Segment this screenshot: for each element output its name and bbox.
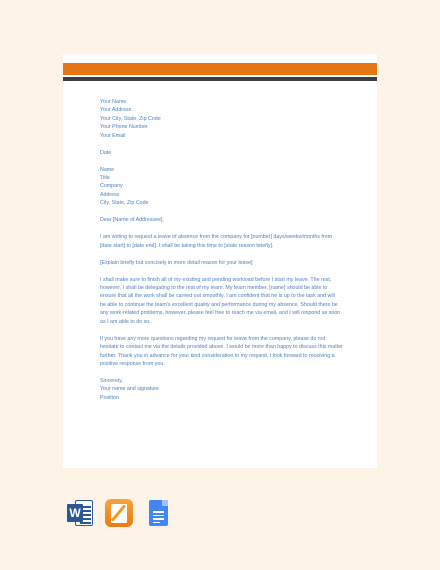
paragraph-line: I shall make sure to finish all of my existing and pending workload before I start my leave. The rest,: [100, 276, 332, 283]
paragraph-line: ensure that all the work shall be carried out smoothly. I am confident that he is up to the task and will: [100, 293, 335, 300]
closing-position: Position: [100, 394, 119, 401]
recipient-block: [100, 166, 345, 208]
sender-block: [100, 98, 345, 140]
apple-pages-icon[interactable]: [105, 499, 133, 527]
paragraph-line: hesitate to contact me via the details provided above. I would be more than happy to discuss this matter: [100, 344, 343, 351]
letter-date: Date: [100, 149, 112, 156]
closing-sincerely: Sincerely,: [100, 377, 123, 384]
paragraph-line: positive response from you.: [100, 360, 165, 367]
header-accent-bar: [63, 63, 377, 75]
paragraph-line: [Explain briefly but concisely in more detail reason for your leave]: [100, 259, 253, 266]
sender-address: Your Address: [100, 107, 132, 114]
letter-body: [100, 98, 345, 402]
recipient-address: Address: [100, 191, 120, 198]
recipient-company: Company: [100, 183, 123, 190]
recipient-title: Title: [100, 175, 110, 182]
letter-preview: [63, 54, 377, 468]
paragraph-workload: [100, 276, 345, 326]
closing-signature: Your name and signature: [100, 386, 159, 393]
paragraph-line: as I am able to do so.: [100, 318, 151, 325]
paragraph-line: however, I shall be delegating to the rest of my team. My team member, [name] should be able to: [100, 285, 328, 292]
sender-phone: Your Phone Number: [100, 124, 148, 131]
paragraph-questions: [100, 335, 345, 369]
sender-email: Your Email: [100, 132, 126, 139]
sender-name: Your Name: [100, 99, 127, 105]
recipient-city: City, State, Zip Code: [100, 200, 149, 207]
header-dark-bar: [63, 77, 377, 81]
paragraph-line: any work-related problems, however, please feel free to reach me via email, and I will respond as soon: [100, 310, 341, 317]
paragraph-line: further. Thank you in advance for your kind consideration to my request. I look forward to receiving a: [100, 352, 335, 359]
salutation: Dear [Name of Addressee],: [100, 217, 164, 224]
microsoft-word-icon[interactable]: [66, 499, 94, 527]
paragraph-line: If you have any more questions regarding my request for leave from the company, please do not: [100, 335, 326, 342]
google-docs-icon[interactable]: [144, 499, 172, 527]
format-icons: [66, 499, 172, 527]
sender-city: Your City, State, Zip Code: [100, 115, 161, 122]
paragraph-line: be able to continue the team's excellent quality and performance during my absence. Should there be: [100, 301, 338, 308]
paragraph-reason: [100, 259, 345, 267]
recipient-name: Name: [100, 166, 115, 173]
paragraph-request: [100, 233, 345, 250]
closing-block: [100, 377, 345, 402]
paragraph-line: I am writing to request a leave of absence from the company for [number] days/weeks/months from: [100, 234, 332, 241]
paragraph-line: [date start] to [date end]. I shall be taking this time to [state reason briefly].: [100, 242, 274, 249]
word-letter: W: [67, 504, 83, 522]
